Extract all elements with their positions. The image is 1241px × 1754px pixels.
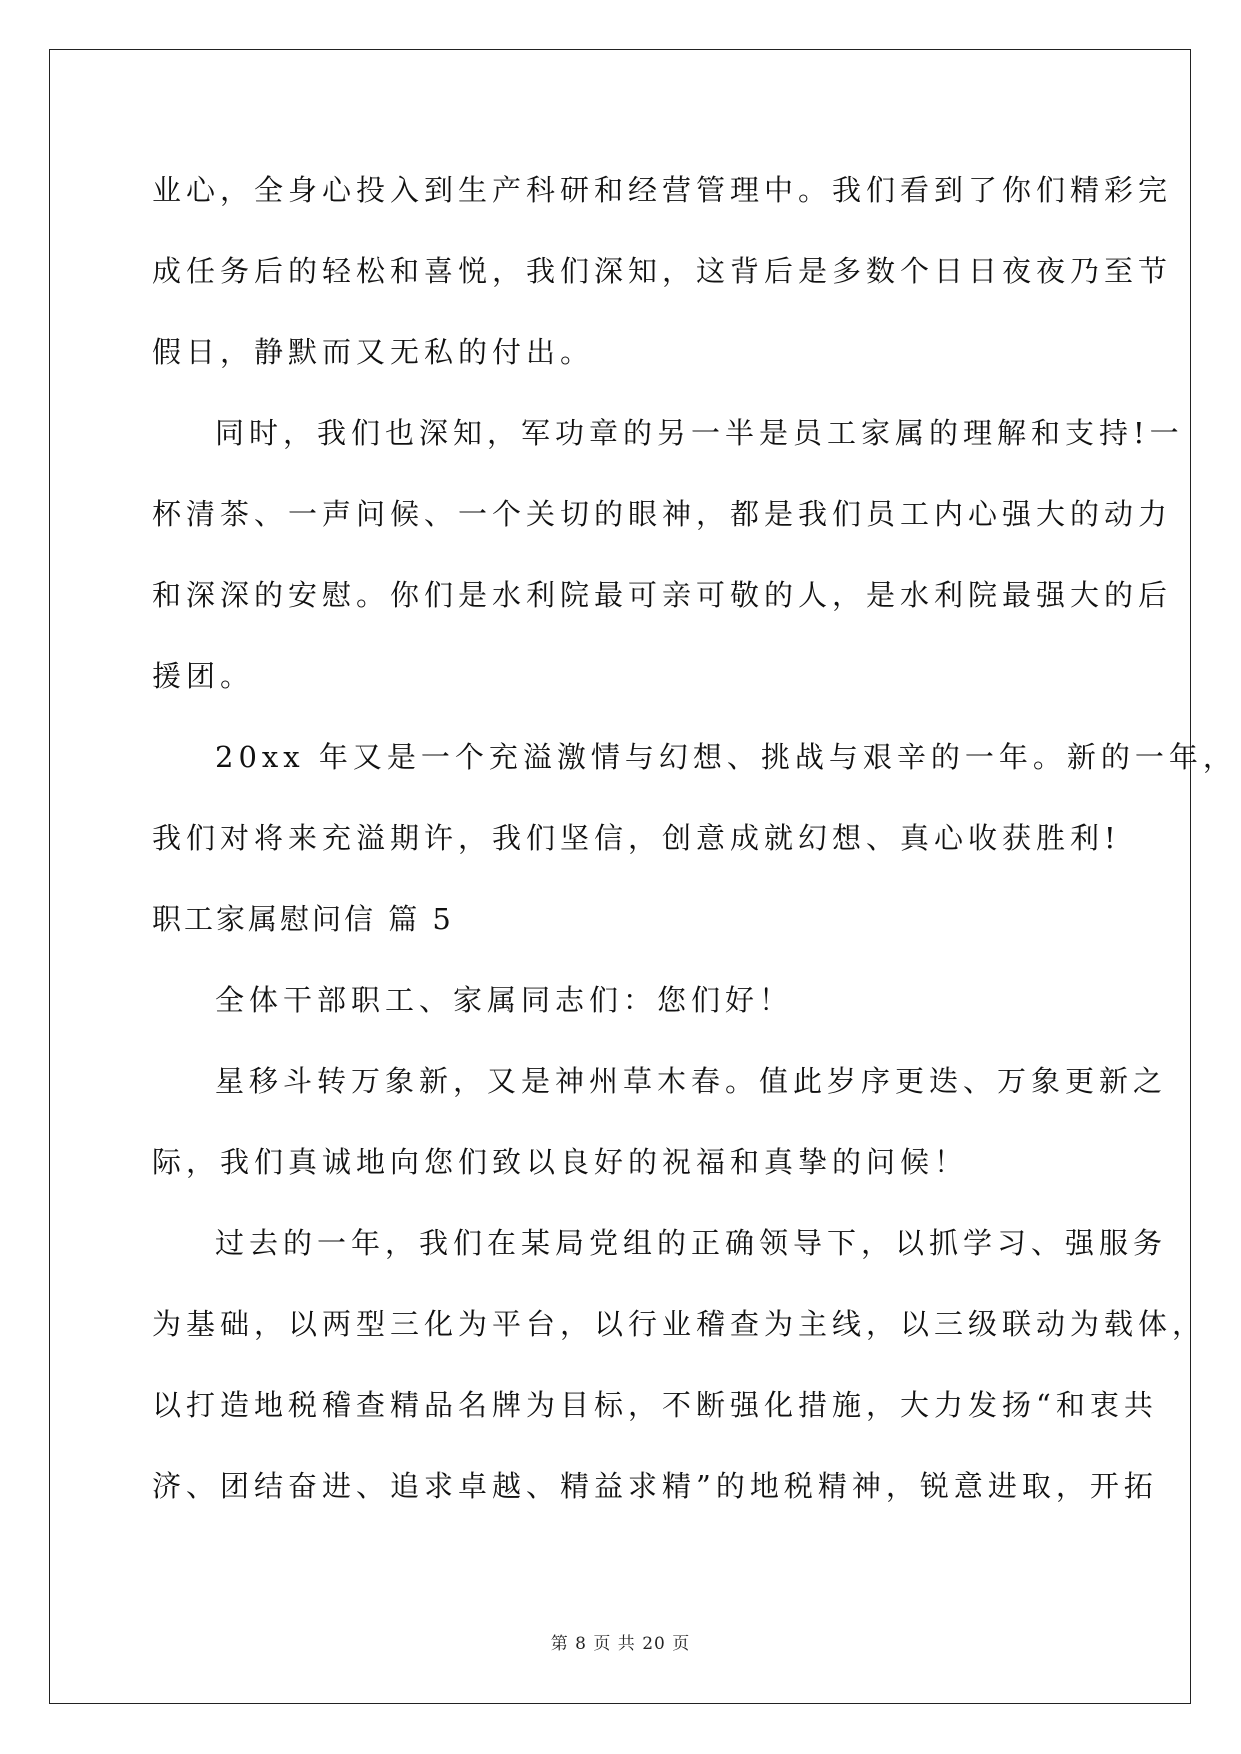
salutation: 全体干部职工、家属同志们：您们好！ xyxy=(215,983,794,1017)
body-line: 援团。 xyxy=(152,659,255,693)
body-line: 业心，全身心投入到生产科研和经营管理中。我们看到了你们精彩完 xyxy=(152,173,1173,207)
body-line: 假日，静默而又无私的付出。 xyxy=(152,335,595,369)
document-body xyxy=(152,150,1237,1527)
body-line: 杯清茶、一声问候、一个关切的眼神，都是我们员工内心强大的动力 xyxy=(152,497,1173,531)
body-line: 我们对将来充溢期许，我们坚信，创意成就幻想、真心收获胜利! xyxy=(152,821,1121,855)
body-line: 20xx 年又是一个充溢激情与幻想、挑战与艰辛的一年。新的一年， xyxy=(215,740,1237,774)
body-line: 过去的一年，我们在某局党组的正确领导下，以抓学习、强服务 xyxy=(215,1226,1168,1260)
page-number-footer: 第 8 页 共 20 页 xyxy=(550,1634,691,1654)
body-line: 济、团结奋进、追求卓越、精益求精”的地税精神，锐意进取，开拓 xyxy=(152,1469,1158,1503)
body-line: 以打造地税稽查精品名牌为目标，不断强化措施，大力发扬“和衷共 xyxy=(152,1388,1158,1422)
body-line: 为基础，以两型三化为平台，以行业稽查为主线，以三级联动为载体， xyxy=(152,1307,1207,1341)
section-heading: 职工家属慰问信 篇 5 xyxy=(152,902,454,936)
body-line: 成任务后的轻松和喜悦，我们深知，这背后是多数个日日夜夜乃至节 xyxy=(152,254,1173,288)
body-line: 同时，我们也深知，军功章的另一半是员工家属的理解和支持!一 xyxy=(215,416,1184,450)
body-line: 和深深的安慰。你们是水利院最可亲可敬的人，是水利院最强大的后 xyxy=(152,578,1173,612)
body-line: 际，我们真诚地向您们致以良好的祝福和真挚的问候！ xyxy=(152,1145,969,1179)
body-line: 星移斗转万象新，又是神州草木春。值此岁序更迭、万象更新之 xyxy=(215,1064,1168,1098)
